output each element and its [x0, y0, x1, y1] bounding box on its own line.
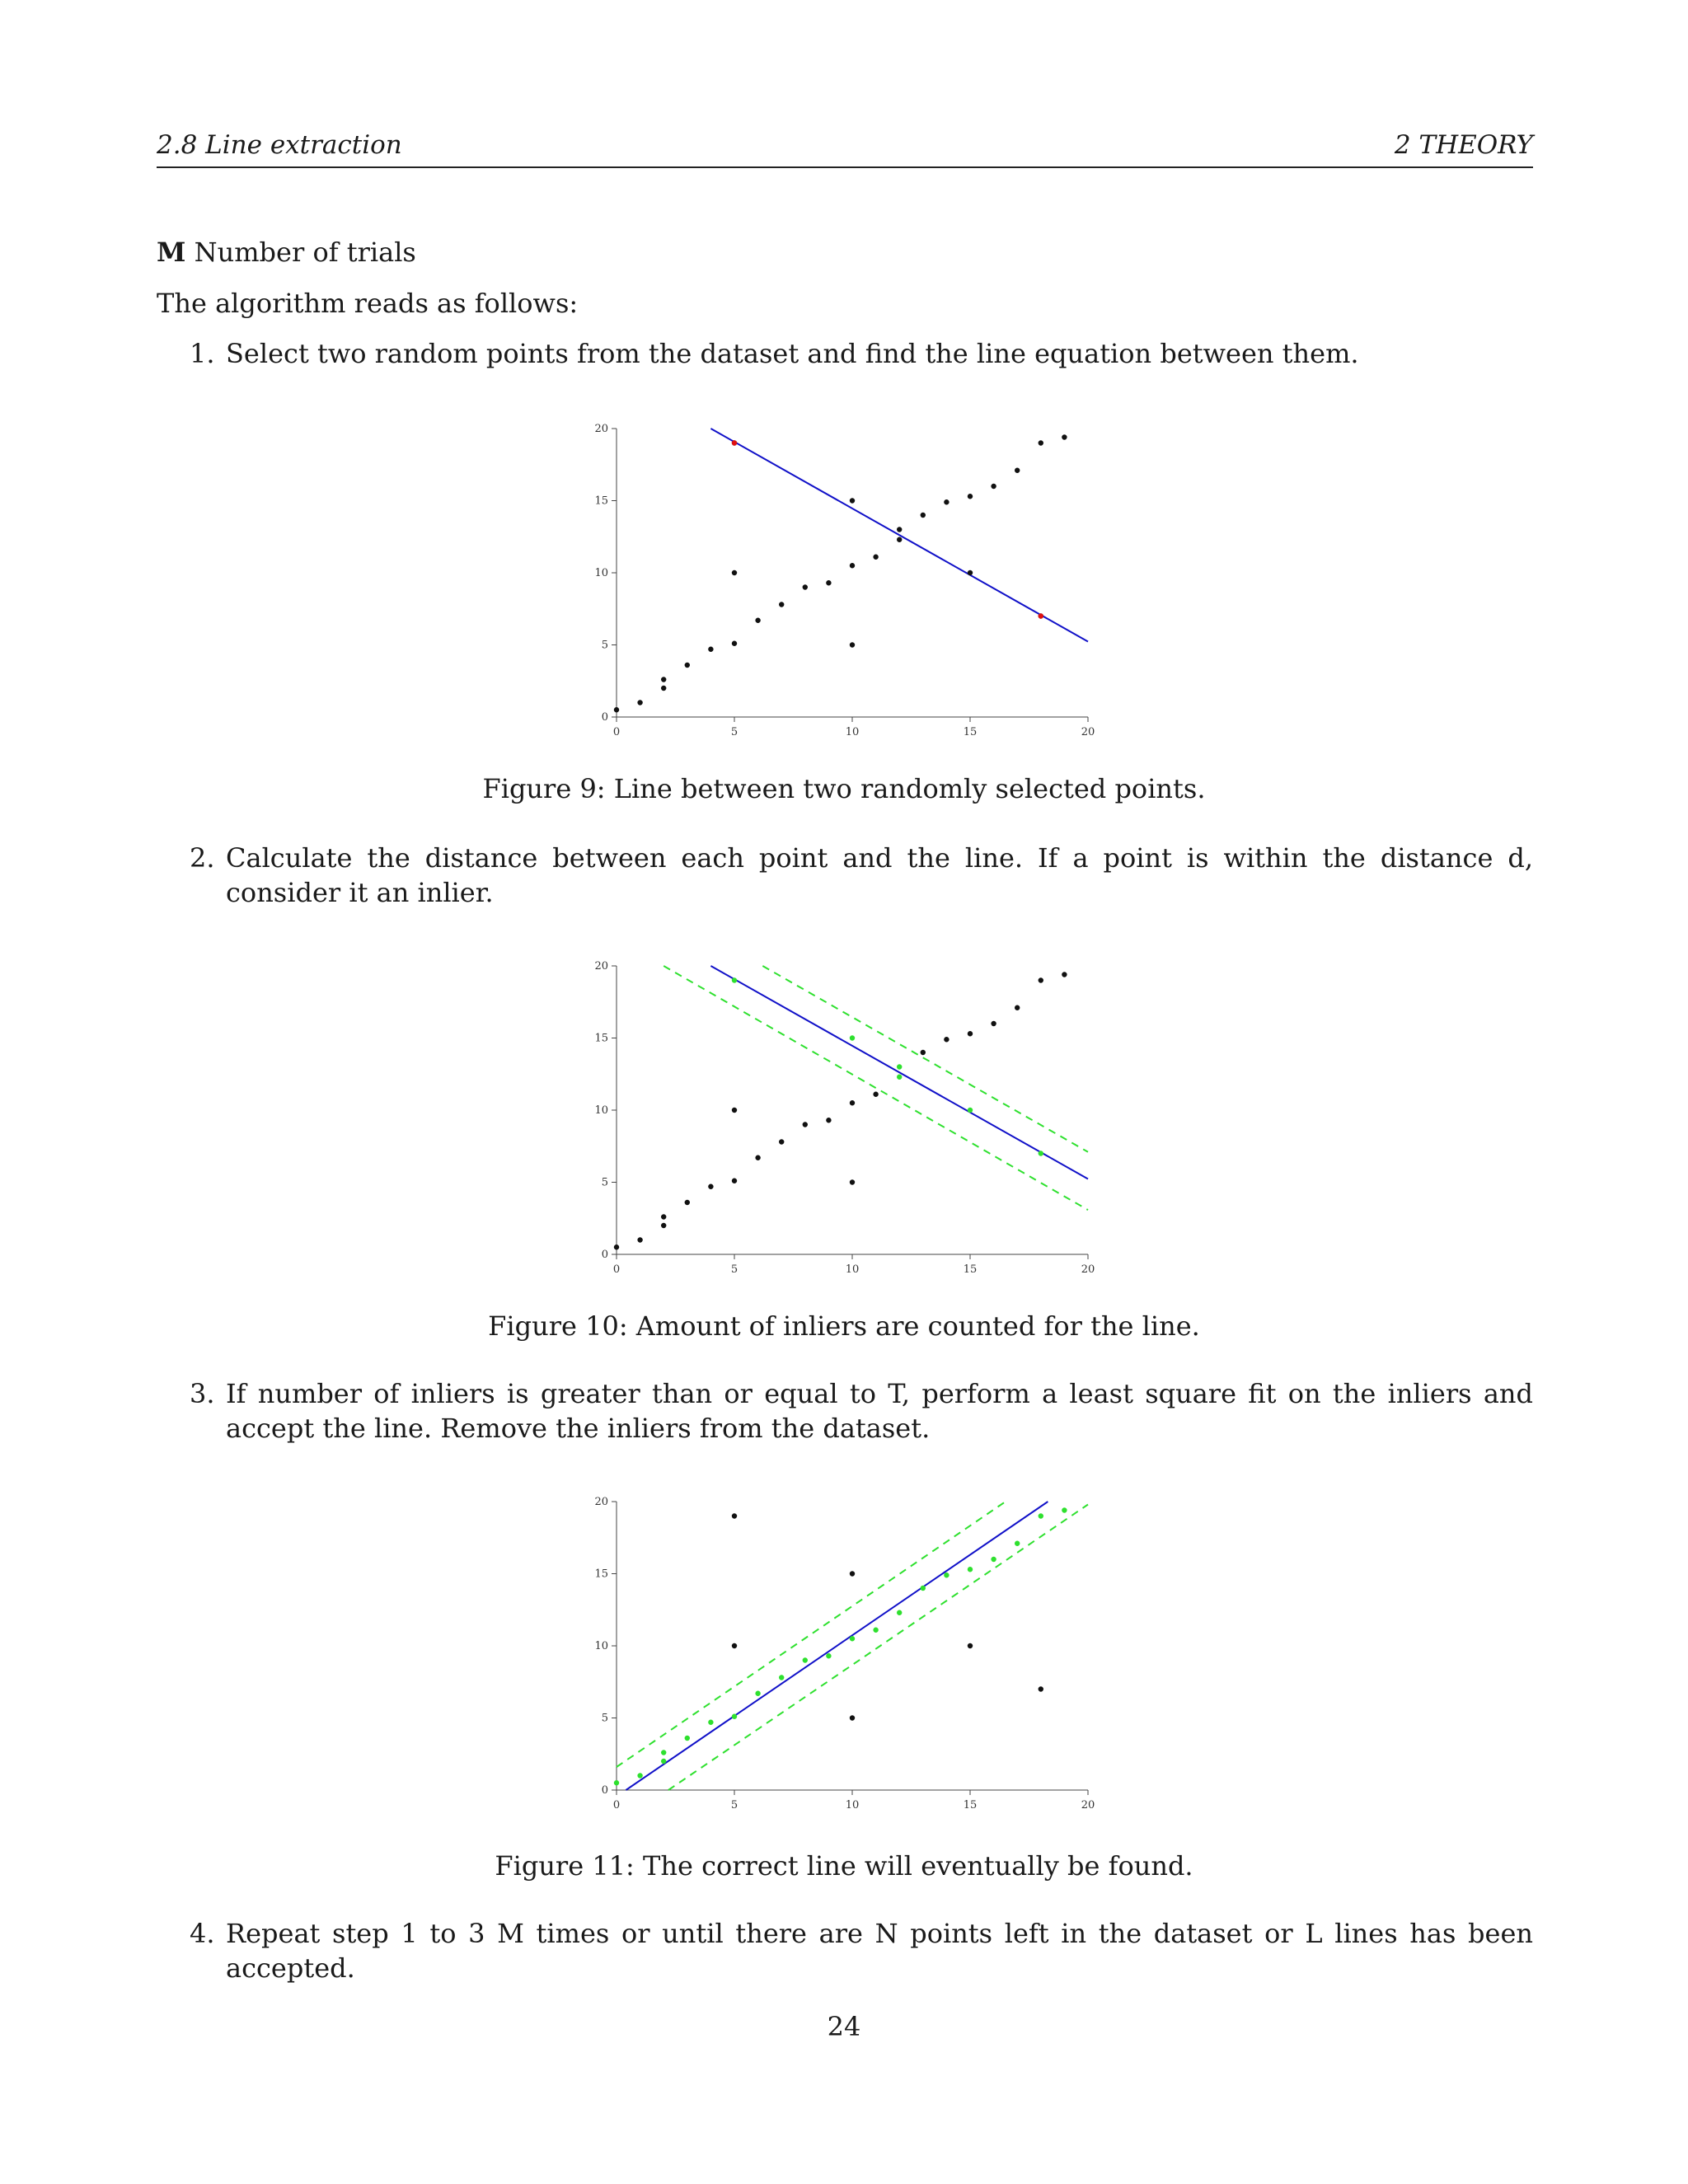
page-number: 24: [827, 2011, 861, 2042]
data-point: [685, 1200, 690, 1205]
step-2: [190, 841, 1533, 910]
data-point: [850, 1715, 855, 1720]
x-tick-label: 15: [963, 1263, 978, 1276]
x-tick-label: 10: [845, 726, 860, 738]
data-point: [968, 494, 973, 499]
y-tick-label: 15: [594, 1568, 608, 1581]
data-point: [661, 1223, 666, 1228]
inlier-point: [685, 1736, 690, 1741]
y-tick-label: 5: [601, 639, 608, 652]
data-point: [897, 527, 902, 532]
selected-point: [1039, 613, 1043, 618]
data-point: [826, 580, 831, 585]
data-point: [614, 707, 619, 712]
data-point: [803, 1122, 808, 1127]
inlier-point: [1039, 1513, 1043, 1518]
x-tick-label: 10: [845, 1799, 860, 1811]
figure-10-plot: [577, 949, 1104, 1296]
running-header-chapter: 2 THEORY: [1394, 130, 1533, 160]
data-point: [850, 563, 855, 568]
x-tick-label: 15: [963, 726, 978, 738]
data-point: [850, 1571, 855, 1576]
y-tick-label: 20: [594, 1496, 608, 1508]
data-point: [897, 537, 902, 542]
data-point: [1039, 440, 1043, 445]
inlier-point: [1039, 1151, 1043, 1155]
data-point: [921, 513, 926, 518]
figure-10-chart: [577, 949, 1104, 1296]
data-point: [850, 642, 855, 647]
data-point: [637, 700, 642, 705]
y-tick-label: 15: [594, 494, 608, 508]
data-point: [685, 663, 690, 668]
step-text: If number of inliers is greater than or equal to T, perform a least square fit on the inliers and accept the line. Remove the inliers from the dataset.: [226, 1378, 1533, 1444]
data-point: [968, 1643, 973, 1648]
inlier-point: [897, 1064, 902, 1069]
step-text: Calculate the distance between each point and the line. If a point is within the distance d, consider it an inlier.: [226, 842, 1533, 908]
x-tick-label: 20: [1081, 1263, 1095, 1276]
data-point: [661, 686, 666, 691]
figure-9-plot: [577, 412, 1104, 758]
x-tick-label: 5: [730, 726, 738, 738]
data-point: [732, 1108, 737, 1113]
figure-11-caption: Figure 11: The correct line will eventually be found.: [495, 1850, 1193, 1882]
threshold-band-line: [617, 1502, 1006, 1767]
inlier-point: [614, 1780, 619, 1785]
y-tick-label: 0: [601, 711, 608, 724]
data-point: [732, 1643, 737, 1648]
y-tick-label: 15: [594, 1032, 608, 1045]
y-tick-label: 10: [594, 567, 608, 579]
inlier-point: [661, 1750, 666, 1755]
threshold-band-line: [663, 966, 1088, 1210]
y-tick-label: 5: [601, 1712, 608, 1725]
data-point: [1062, 434, 1067, 439]
inlier-point: [897, 1075, 902, 1080]
inlier-point: [661, 1759, 666, 1764]
x-tick-label: 15: [963, 1799, 978, 1811]
data-point: [968, 1031, 973, 1036]
data-point: [1015, 1005, 1020, 1010]
step-number: 3.: [190, 1378, 215, 1409]
x-tick-label: 20: [1081, 726, 1095, 738]
data-point: [873, 1092, 878, 1097]
inlier-point: [1015, 1541, 1020, 1546]
x-tick-label: 0: [612, 1263, 621, 1276]
data-point: [921, 1050, 926, 1055]
running-header-section: 2.8 Line extraction: [157, 130, 402, 160]
data-point: [708, 1184, 713, 1189]
x-tick-label: 0: [612, 1799, 621, 1811]
step-text: Repeat step 1 to 3 M times or until there are N points left in the dataset or L lines has been accepted.: [226, 1918, 1533, 1984]
step-1: [190, 336, 1533, 371]
y-tick-label: 0: [601, 1249, 608, 1261]
step-number: 4.: [190, 1918, 215, 1949]
threshold-band-line: [762, 966, 1088, 1152]
fitted-line: [626, 1502, 1048, 1790]
data-point: [661, 1214, 666, 1219]
inlier-point: [637, 1773, 642, 1778]
x-tick-label: 5: [730, 1799, 738, 1811]
threshold-band-line: [668, 1505, 1088, 1791]
data-point: [1039, 1686, 1043, 1691]
data-point: [850, 1179, 855, 1184]
inlier-point: [732, 1714, 737, 1719]
inlier-point: [873, 1628, 878, 1633]
data-point: [614, 1244, 619, 1249]
figure-9-chart: [577, 412, 1104, 758]
step-3: [190, 1376, 1533, 1446]
intro-text: The algorithm reads as follows:: [157, 288, 579, 319]
data-point: [779, 1139, 784, 1144]
inlier-point: [968, 1567, 973, 1572]
inlier-point: [921, 1586, 926, 1591]
inlier-point: [826, 1653, 831, 1658]
figure-11-plot: [577, 1485, 1104, 1831]
data-point: [755, 1155, 760, 1160]
data-point: [826, 1118, 831, 1122]
data-point: [732, 570, 737, 575]
data-point: [850, 1100, 855, 1105]
definition-symbol: M: [157, 237, 186, 268]
y-tick-label: 10: [594, 1104, 608, 1117]
data-point: [873, 555, 878, 560]
data-point: [779, 602, 784, 607]
step-4: [190, 1916, 1533, 1985]
inlier-point: [850, 1035, 855, 1040]
data-point: [1062, 972, 1067, 977]
definition-text: Number of trials: [194, 237, 416, 268]
step-text: Select two random points from the dataset and find the line equation between them.: [226, 338, 1359, 369]
header-rule: [157, 166, 1533, 168]
data-point: [661, 677, 666, 682]
inlier-point: [968, 1108, 973, 1113]
inlier-point: [755, 1691, 760, 1696]
x-tick-label: 5: [730, 1263, 738, 1276]
y-tick-label: 5: [601, 1176, 608, 1189]
data-point: [732, 641, 737, 646]
inlier-point: [708, 1720, 713, 1725]
data-point: [732, 1179, 737, 1183]
data-point: [637, 1237, 642, 1242]
figure-11-chart: [577, 1485, 1104, 1831]
inlier-point: [991, 1557, 996, 1562]
y-tick-label: 0: [601, 1784, 608, 1797]
data-point: [1039, 977, 1043, 982]
x-tick-label: 0: [612, 726, 621, 738]
y-tick-label: 10: [594, 1640, 608, 1652]
inlier-point: [1062, 1507, 1067, 1512]
inlier-point: [803, 1657, 808, 1662]
data-point: [1015, 468, 1020, 473]
inlier-point: [897, 1610, 902, 1615]
data-point: [968, 570, 973, 575]
data-point: [850, 498, 855, 503]
data-point: [944, 499, 949, 504]
data-point: [755, 618, 760, 623]
inlier-point: [779, 1675, 784, 1680]
y-tick-label: 20: [594, 960, 608, 972]
inlier-point: [944, 1572, 949, 1577]
data-point: [991, 1021, 996, 1026]
inlier-point: [732, 977, 737, 982]
y-tick-label: 20: [594, 423, 608, 435]
figure-9-caption: Figure 9: Line between two randomly selected points.: [482, 773, 1206, 804]
x-tick-label: 20: [1081, 1799, 1095, 1811]
figure-10-caption: Figure 10: Amount of inliers are counted for the line.: [488, 1310, 1200, 1342]
x-tick-label: 10: [845, 1263, 860, 1276]
fitted-line: [710, 429, 1088, 641]
data-point: [708, 647, 713, 652]
fitted-line: [710, 966, 1088, 1179]
selected-point: [732, 440, 737, 445]
inlier-point: [850, 1636, 855, 1641]
step-number: 1.: [190, 338, 215, 369]
step-number: 2.: [190, 842, 215, 874]
definition-line: [157, 235, 416, 269]
data-point: [732, 1513, 737, 1518]
data-point: [944, 1037, 949, 1042]
data-point: [803, 584, 808, 589]
data-point: [991, 484, 996, 489]
